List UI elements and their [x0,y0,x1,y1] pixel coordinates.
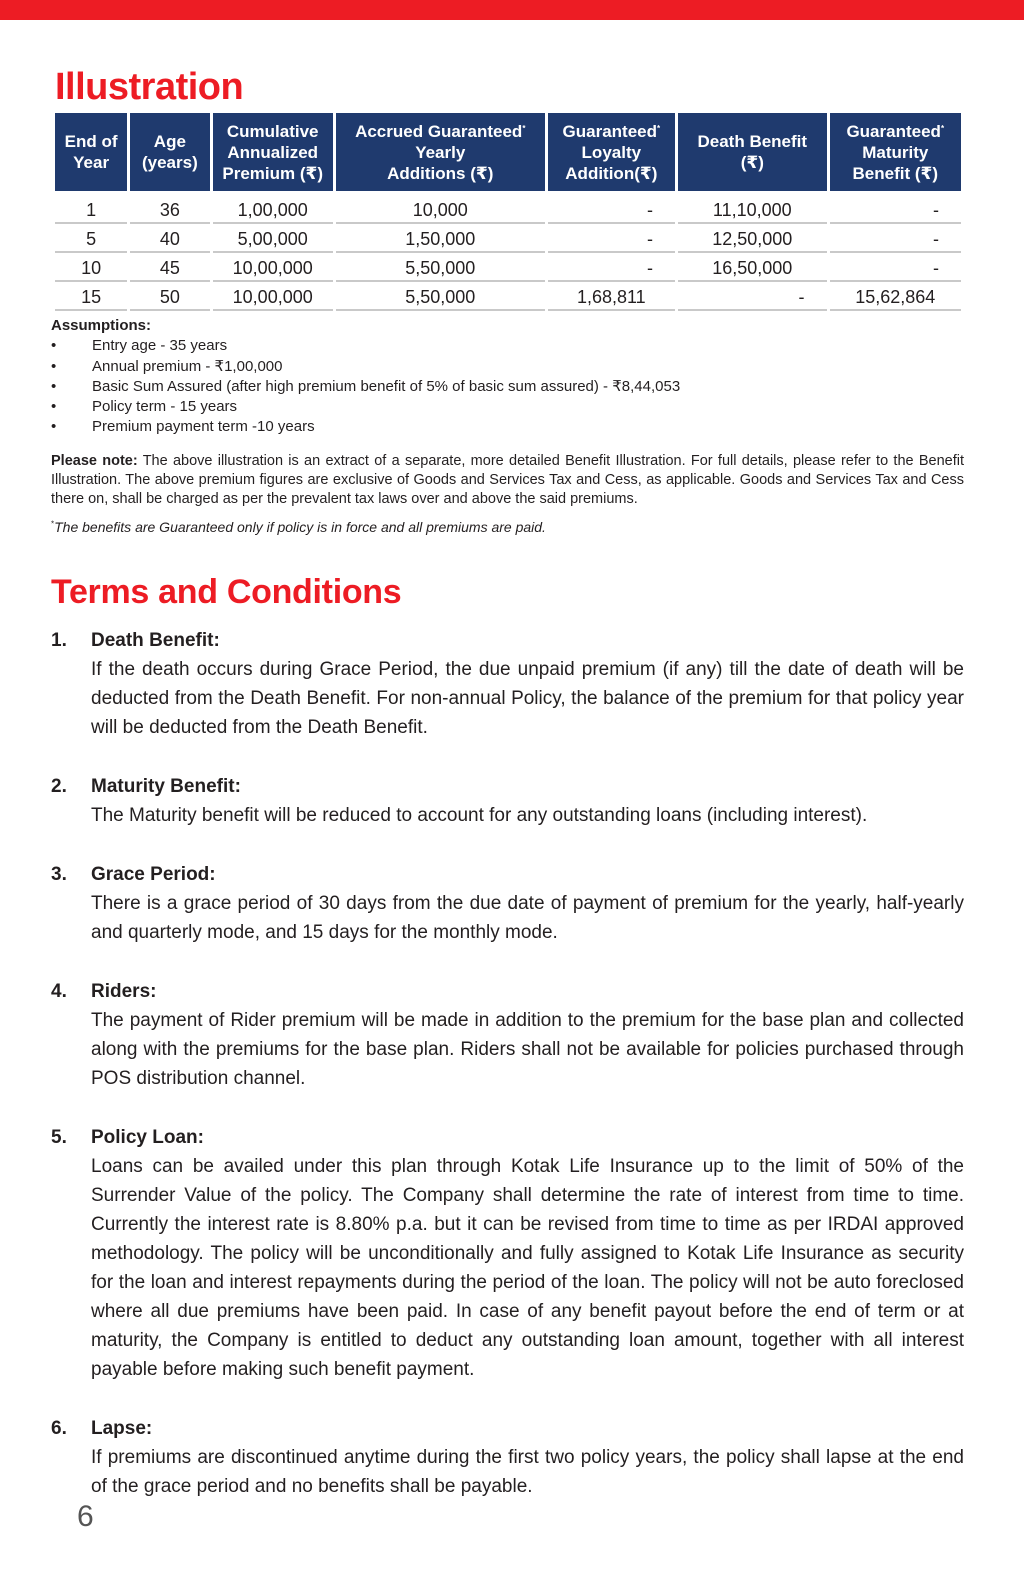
header-line: Loyalty [581,142,642,162]
table-header-cell [548,113,675,191]
please-note [51,452,964,509]
header-line: End of [64,132,118,151]
term-title: Lapse: [91,1418,153,1439]
table-cell: 1 [55,191,127,224]
table-header-cell [336,113,545,191]
table-cell: 1,68,811 [548,282,675,311]
header-line: Additions (₹) [387,163,494,183]
table-cell: 40 [130,224,209,253]
table-cell: 5,50,000 [336,282,545,311]
term-title: Maturity Benefit: [91,776,241,797]
bullet-icon: • [51,357,57,375]
table-cell: 15,62,864 [830,282,961,311]
term-item [51,977,964,1093]
assumption-text: Policy term - 15 years [92,398,238,416]
header-line: Benefit (₹) [852,163,939,183]
assumption-text: Entry age - 35 years [92,337,228,355]
table-cell: 16,50,000 [678,253,827,282]
term-title: Riders: [91,981,157,1002]
table-body [55,191,961,311]
bullet-icon: • [51,337,57,355]
term-number: 6. [51,1418,67,1439]
table-cell: 10,00,000 [213,253,333,282]
table-cell: - [548,253,675,282]
page-number: 6 [77,1500,94,1533]
header-line: Addition(₹) [565,163,658,183]
illustration-heading: Illustration [55,66,244,108]
term-body: The payment of Rider premium will be made in addition to the premium for the base plan and collected along with the premiums for the base plan. Riders shall not be available for policies purchased through POS distribution channel. [91,1010,964,1089]
assumptions [51,316,680,438]
term-number: 1. [51,630,67,651]
header-line: (years) [141,153,198,172]
asterisk-mark: * [657,123,661,133]
table-row [55,191,961,224]
assumption-item [51,417,680,437]
table-cell: - [830,224,961,253]
table-header-cell [830,113,961,191]
assumption-item [51,357,680,377]
header-line: Yearly [415,142,466,162]
table-cell: 15 [55,282,127,311]
table-cell: - [830,253,961,282]
table-cell: 1,50,000 [336,224,545,253]
header-line: (₹) [740,153,764,172]
table-cell: 1,00,000 [213,191,333,224]
bullet-icon: • [51,377,57,395]
table-cell: - [830,191,961,224]
table-cell: 45 [130,253,209,282]
header-line: Guaranteed* [846,121,945,141]
header-line: Maturity [862,142,929,162]
header-line: Cumulative [226,121,319,141]
term-number: 3. [51,864,67,885]
table-cell: 5,00,000 [213,224,333,253]
table-row [55,224,961,253]
assumptions-list [51,336,680,437]
assumption-item [51,397,680,417]
table-cell: 11,10,000 [678,191,827,224]
term-title: Grace Period: [91,864,216,885]
table-row [55,253,961,282]
table-cell: 10,00,000 [213,282,333,311]
asterisk-mark: * [522,123,526,133]
term-title: Death Benefit: [91,630,220,651]
table-cell: 10 [55,253,127,282]
term-body: If the death occurs during Grace Period, the due unpaid premium (if any) till the date of death will be deducted from the Death Benefit. For non-annual Policy, the balance of the premium for that policy year will be deducted from the Death Benefit. [91,659,964,738]
table-cell: 5,50,000 [336,253,545,282]
term-item [51,772,964,830]
assumption-text: Annual premium - ₹1,00,000 [92,357,283,375]
term-body: If premiums are discontinued anytime during the first two policy years, the policy shall lapse at the end of the grace period and no benefits shall be payable. [91,1447,964,1497]
table-cell: - [548,191,675,224]
header-line: Accrued Guaranteed* [355,121,526,141]
table-cell: 5 [55,224,127,253]
table-cell: - [678,282,827,311]
header-line: Guaranteed* [562,121,661,141]
term-number: 4. [51,981,67,1002]
footnote-text: The benefits are Guaranteed only if policy is in force and all premiums are paid. [54,519,546,535]
term-number: 2. [51,776,67,797]
term-body: There is a grace period of 30 days from the due date of payment of premium for the yearly, half-yearly and quarterly mode, and 15 days for the monthly mode. [91,893,964,943]
assumption-text: Premium payment term -10 years [92,418,315,436]
table-header-cell [213,113,333,191]
table-cell: 50 [130,282,209,311]
bullet-icon: • [51,398,57,416]
header-line: Year [73,153,110,172]
table-cell: 12,50,000 [678,224,827,253]
header-line: Age [153,132,186,151]
assumption-item [51,336,680,356]
term-body: Loans can be availed under this plan through Kotak Life Insurance up to the limit of 50% of the Surrender Value of the policy. The Company shall determine the rate of interest from time to time. Currently the interest rate is 8.80% p.a. but it can be revised from time to time as per IRDAI approved methodology. The policy will be unconditionally and fully assigned to Kotak Life Insurance as security for the loan and interest repayments during the period of the loan. The policy will not be auto foreclosed where all due premiums have been paid. In case of any benefit payout before the end of term or at maturity, the Company is entitled to deduct any outstanding loan amount, together with all interest payable before making such benefit payment. [91,1156,964,1380]
footnote-mark: * [51,519,55,529]
terms-heading: Terms and Conditions [51,573,402,611]
table-cell: 10,000 [336,191,545,224]
table-header-row [55,113,961,191]
term-item [51,1123,964,1384]
assumption-item [51,377,680,397]
assumption-text: Basic Sum Assured (after high premium benefit of 5% of basic sum assured) - ₹8,44,053 [92,377,681,395]
table-row [55,282,961,311]
table-header-cell [130,113,209,191]
assumptions-title: Assumptions: [51,317,152,334]
bullet-icon: • [51,418,57,436]
table-header-cell [55,113,127,191]
term-item [51,626,964,742]
table-cell: 36 [130,191,209,224]
terms-list [51,626,964,1501]
term-item [51,860,964,947]
table-cell: - [548,224,675,253]
term-number: 5. [51,1127,67,1148]
header-line: Premium (₹) [222,163,324,183]
top-accent-bar [0,0,1024,20]
term-item [51,1414,964,1501]
note-label: Please note: [51,453,138,469]
note-text: The above illustration is an extract of a separate, more detailed Benefit Illustration. For full details, please refer to the Benefit Illustration. The above premium figures are exclusive of Goods and Services Tax and Cess, as applicable. Goods and Services Tax and Cess there on, shall be charged as per the prevalent tax laws over and above the said premiums. [51,453,964,507]
asterisk-mark: * [940,123,945,133]
term-title: Policy Loan: [91,1127,204,1148]
term-body: The Maturity benefit will be reduced to account for any outstanding loans (including interest). [91,805,868,826]
header-line: Death Benefit [697,132,808,151]
illustration-table [52,113,964,311]
header-line: Annualized [227,142,319,162]
footnote [51,519,546,535]
table-header-cell [678,113,827,191]
